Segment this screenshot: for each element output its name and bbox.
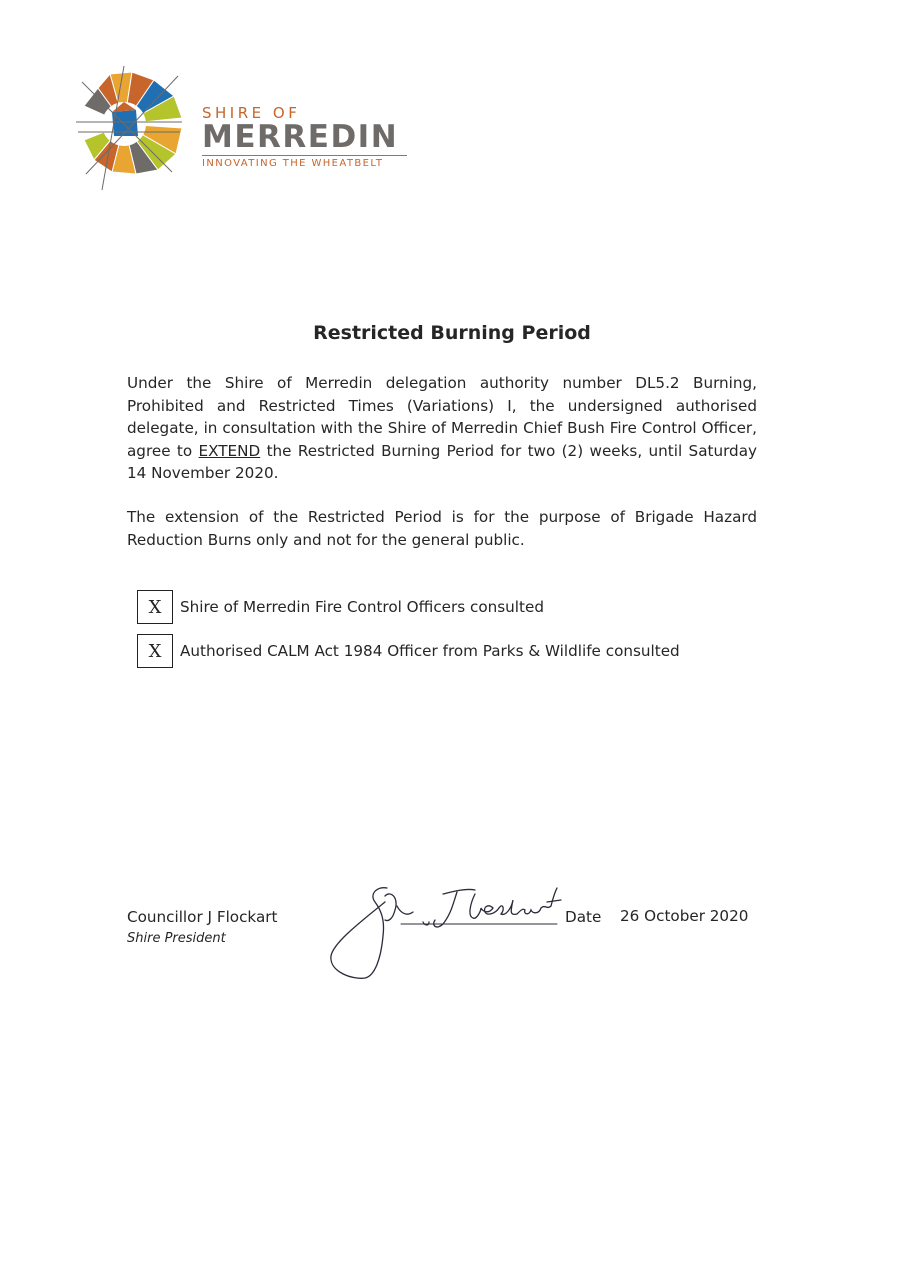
document-title: Restricted Burning Period bbox=[313, 322, 591, 344]
paragraph-delegation-after: the Restricted Burning Period for two (2) weeks, until Saturday 14 November 2020. bbox=[127, 441, 757, 482]
check-label-fire-officers: Shire of Merredin Fire Control Officers consulted bbox=[180, 598, 544, 616]
paragraph-delegation bbox=[127, 372, 757, 485]
signatory-role: Shire President bbox=[127, 931, 226, 946]
logo-merredin: MERREDIN bbox=[202, 119, 399, 155]
paragraph-purpose: The extension of the Restricted Period is for the purpose of Brigade Hazard Reduction Burns only and not for the general public. bbox=[127, 508, 757, 549]
logo-tagline: INNOVATING THE WHEATBELT bbox=[202, 155, 407, 169]
date-value: 26 October 2020 bbox=[620, 907, 749, 925]
handwritten-signature bbox=[325, 880, 565, 985]
sunburst-logo-icon bbox=[72, 62, 197, 192]
paragraph-delegation-before: Under the Shire of Merredin delegation authority number DL5.2 Burning, Prohibited and Restricted Times (Variations) I, the undersigned authorised delegate, in consultation with the Shire of Merredin Chief Bush Fire Control Officer, agree to bbox=[127, 374, 757, 460]
consultation-fire-officers bbox=[137, 589, 544, 625]
consultation-calm-officer bbox=[137, 633, 680, 669]
check-label-calm-officer: Authorised CALM Act 1984 Officer from Parks & Wildlife consulted bbox=[180, 642, 680, 660]
extend-emphasis: EXTEND bbox=[198, 441, 261, 460]
logo-shire-of: SHIRE OF bbox=[202, 104, 301, 122]
date-label: Date bbox=[565, 908, 602, 926]
checkbox-fire-officers[interactable]: X bbox=[137, 590, 173, 624]
shire-logo bbox=[72, 62, 417, 194]
checkbox-calm-officer[interactable]: X bbox=[137, 634, 173, 668]
signatory-name: Councillor J Flockart bbox=[127, 908, 278, 926]
